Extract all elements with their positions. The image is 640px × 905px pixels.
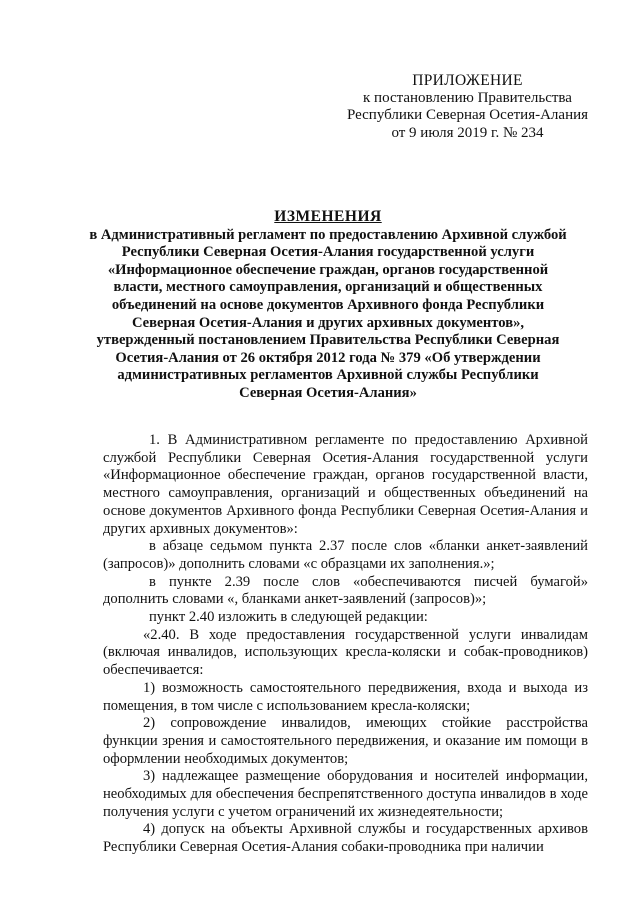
appendix-title: ПРИЛОЖЕНИЕ [412,72,523,89]
paragraph-8: 3) надлежащее размещение оборудования и носителей информации, необходимых для обеспечения беспрепятственного доступа инвалидов в ходе получения услуги с учетом ограничений их жизнедеятельности; [103,768,588,820]
document-heading [88,208,568,403]
appendix-line-2: Республики Северная Осетия-Алания [346,107,589,123]
paragraph-2: в абзаце седьмом пункта 2.37 после слов «бланки анкет-заявлений (запросов)» дополнить словами «с образцами их заполнения.»; [103,538,588,572]
paragraph-6: 1) возможность самостоятельного передвижения, входа и выхода из помещения, в том числе с использованием кресла-коляски; [103,679,588,714]
appendix-block [330,72,605,142]
paragraph-5: «2.40. В ходе предоставления государственной услуги инвалидам (включая инвалидов, использующих кресла-коляски и собак-проводников) обеспечивается: [103,626,588,679]
document-body [103,432,588,857]
paragraph-9: 4) допуск на объекты Архивной службы и государственных архивов Республики Северная Осетия-Алания собаки-проводника при наличии [103,821,588,856]
appendix-line-3: от 9 июля 2019 г. № 234 [391,124,544,141]
paragraph-3: в пункте 2.39 после слов «обеспечиваются писчей бумагой» дополнить словами «, бланками анкет-заявлений (запросов)»; [103,573,588,608]
appendix-line-1: к постановлению Правительства [363,89,572,106]
paragraph-1: 1. В Административном регламенте по предоставлению Архивной службой Республики Северная Осетия-Алания государственной услуги «Информационное обеспечение граждан, органов государственной власти, местного самоуправления, организаций и общественных объединений на основе документов Архивного фонда Республики Северная Осетия-Алания и других архивных документов»: [103,432,588,537]
heading-text: в Административный регламент по предоставлению Архивной службой Республики Северная Осетия-Алания государственной услуги «Информационное обеспечение граждан, органов государственной власти, местного самоуправления, организаций и общественных объединений на основе документов Архивного фонда Республики Северная Осетия-Алания и других архивных документов», утвержденный постановлением Правительства Республики Северная Осетия-Алания от 26 октября 2012 года № 379 «Об утверждении административных регламентов Архивной службы Республики Северная Осетия-Алания» [89,226,567,401]
paragraph-4: пункт 2.40 изложить в следующей редакции: [149,609,428,626]
heading-title: ИЗМЕНЕНИЯ [274,208,382,225]
paragraph-7: 2) сопровождение инвалидов, имеющих стойкие расстройства функции зрения и самостоятельного передвижения, и оказание им помощи в оформлении необходимых документов; [103,715,588,767]
